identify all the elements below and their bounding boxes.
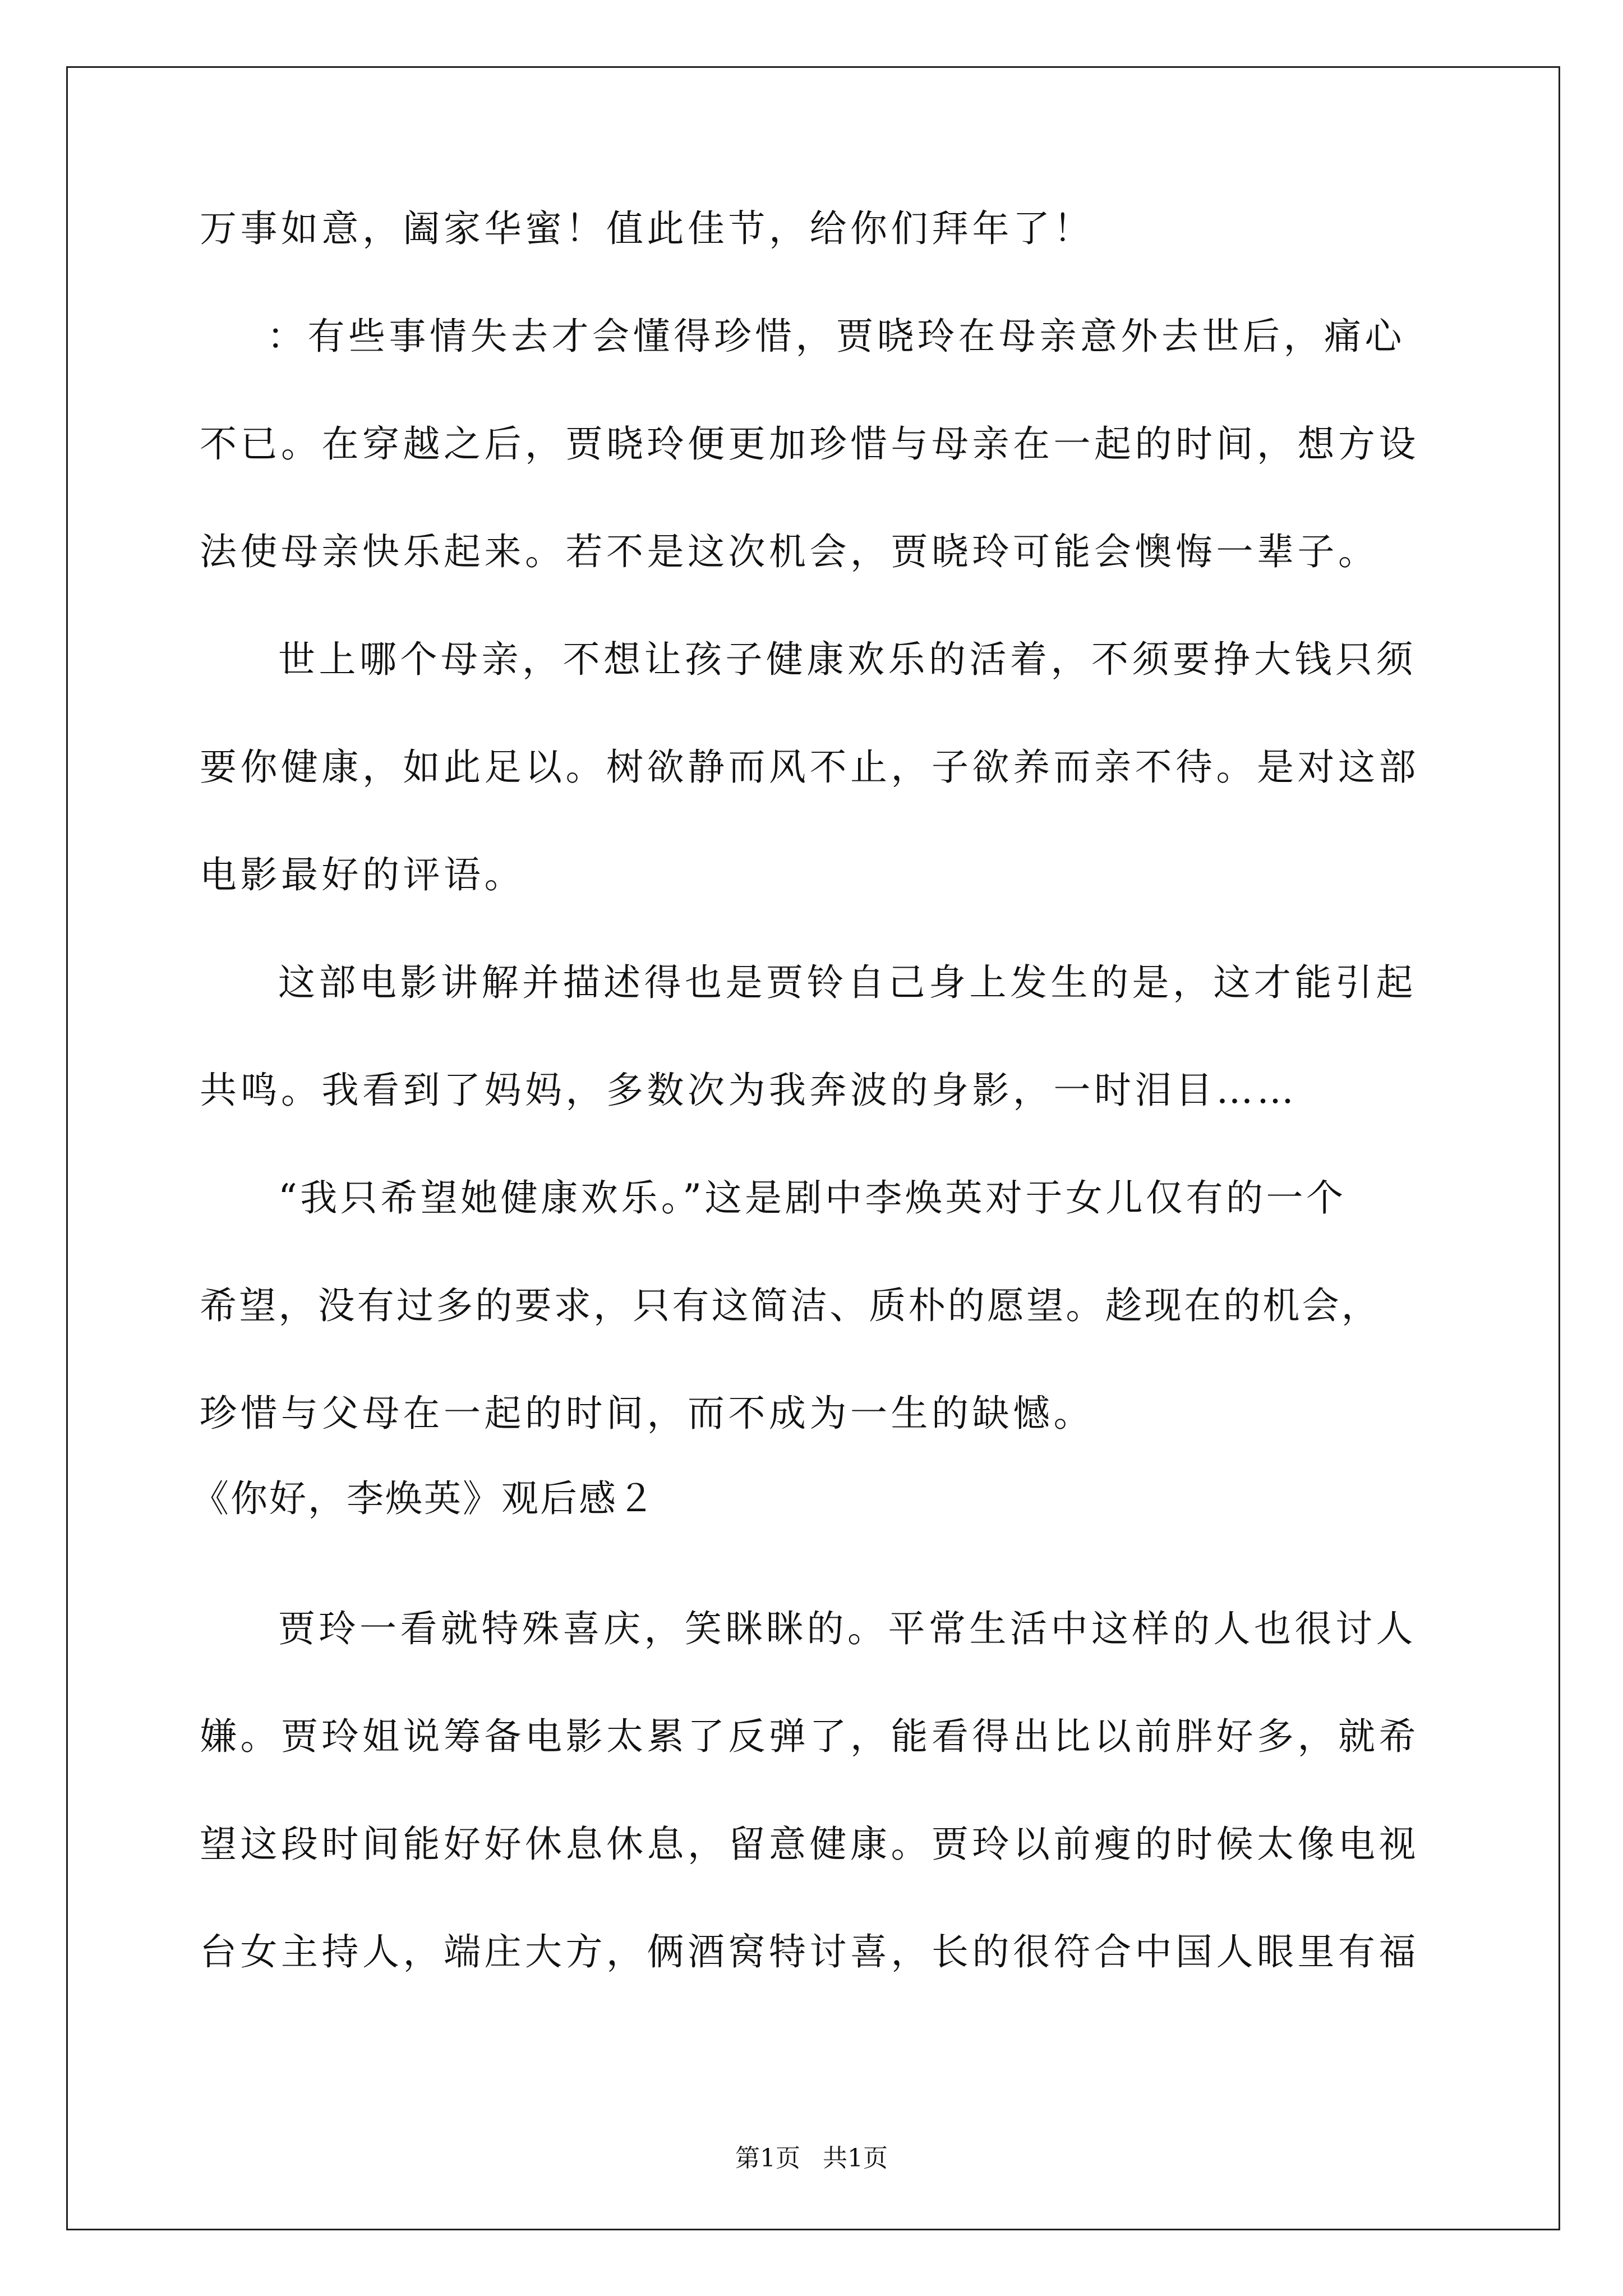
page-footer (0, 2142, 1623, 2175)
line-gap (200, 364, 1428, 417)
line-gap (200, 1441, 1428, 1472)
line-gap (200, 471, 1428, 525)
line-gap (200, 256, 1428, 310)
page-number: 第1页 (735, 2144, 800, 2173)
text-line: 法使母亲快乐起来。若不是这次机会，贾晓玲可能会懊悔一辈子。 (200, 530, 1379, 573)
text-line: 要你健康，如此足以。树欲静而风不止，子欲养而亲不待。是对这部 (200, 746, 1419, 789)
paragraph-line: 这部电影讲解并描述得也是贾铃自己身上发生的是，这才能引起 (278, 961, 1417, 1004)
paragraph-line: ：有些事情失去才会懂得珍惜，贾晓玲在母亲意外去世后，痛心 (267, 315, 1405, 358)
line-gap (200, 1225, 1428, 1279)
line-gap (200, 1333, 1428, 1387)
line-gap (200, 687, 1428, 740)
line-gap (200, 1656, 1428, 1710)
line-gap (200, 579, 1428, 633)
document-body (192, 202, 1428, 1979)
text-line: 共鸣。我看到了妈妈，多数次为我奔波的身影，一时泪目…… (200, 1069, 1298, 1112)
text-line: 珍惜与父母在一起的时间，而不成为一生的缺憾。 (200, 1392, 1094, 1435)
line-gap (200, 1764, 1428, 1818)
paragraph-line: “我只希望她健康欢乐。”这是剧中李焕英对于女儿仅有的一个 (278, 1176, 1347, 1220)
paragraph-line: 世上哪个母亲，不想让孩子健康欢乐的活着，不须要挣大钱只须 (278, 638, 1417, 681)
line-gap (200, 902, 1428, 956)
text-line: 不已。在穿越之后，贾晓玲便更加珍惜与母亲在一起的时间，想方设 (200, 422, 1419, 466)
section-heading: 《你好，李焕英》观后感２ (192, 1477, 656, 1520)
line-gap (200, 1871, 1428, 1925)
line-gap (200, 1526, 1428, 1602)
page-total: 共1页 (823, 2144, 888, 2173)
text-line: 台女主持人，端庄大方，俩酒窝特讨喜，长的很符合中国人眼里有福 (200, 1930, 1419, 1973)
text-line: 电影最好的评语。 (200, 853, 525, 896)
text-line: 望这段时间能好好休息休息，留意健康。贾玲以前瘦的时候太像电视 (200, 1823, 1419, 1866)
text-line: 嫌。贾玲姐说筹备电影太累了反弹了，能看得出比以前胖好多，就希 (200, 1715, 1419, 1758)
line-gap (200, 794, 1428, 848)
line-gap (200, 1117, 1428, 1171)
line-gap (200, 1010, 1428, 1064)
paragraph-line: 贾玲一看就特殊喜庆，笑眯眯的。平常生活中这样的人也很讨人 (278, 1607, 1417, 1650)
text-line: 希望，没有过多的要求，只有这简洁、质朴的愿望。趁现在的机会， (200, 1284, 1381, 1327)
text-line: 万事如意，阖家华蜜！值此佳节，给你们拜年了！ (200, 207, 1094, 250)
